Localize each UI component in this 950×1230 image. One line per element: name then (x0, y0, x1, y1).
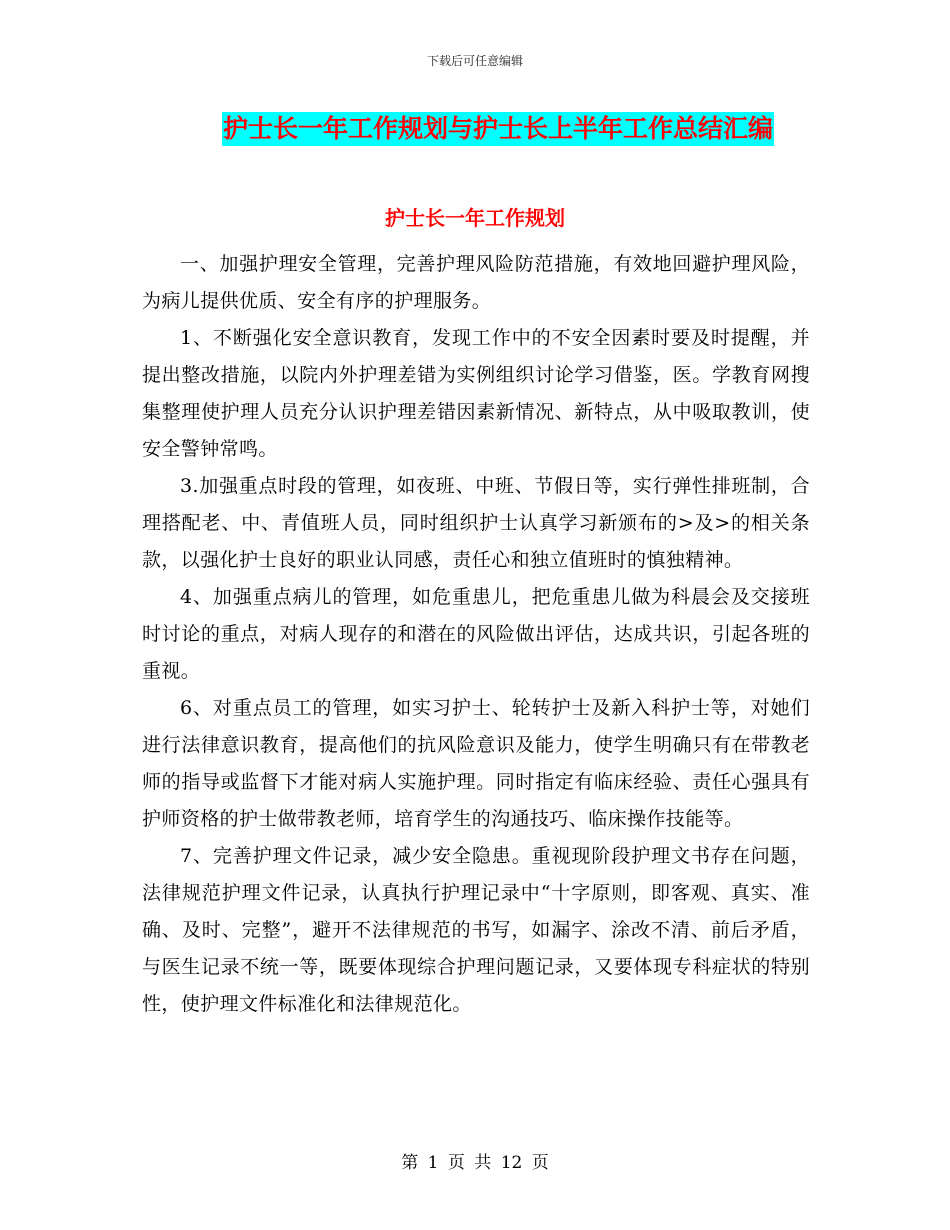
paragraph-2: 1、不断强化安全意识教育，发现工作中的不安全因素时要及时提醒，并提出整改措施，以院内外护理差错为实例组织讨论学习借鉴，医。学教育网搜集整理使护理人员充分认识护理差错因素新情况、新特点，从中吸取教训，使安全警钟常鸣。 (142, 327, 810, 460)
document-title-container (0, 112, 950, 146)
paragraph-1: 一、加强护理安全管理，完善护理风险防范措施，有效地回避护理风险，为病儿提供优质、安全有序的护理服务。 (142, 253, 810, 312)
paragraph-5: 6、对重点员工的管理，如实习护士、轮转护士及新入科护士等，对她们进行法律意识教育，提高他们的抗风险意识及能力，使学生明确只有在带教老师的指导或监督下才能对病人实施护理。同时指定有临床经验、责任心强具有护师资格的护士做带教老师，培育学生的沟通技巧、临床操作技能等。 (142, 697, 810, 830)
page-footer: 第 1 页 共 12 页 (401, 1153, 549, 1173)
paragraph-4: 4、加强重点病儿的管理，如危重患儿，把危重患儿做为科晨会及交接班时讨论的重点，对病人现存的和潜在的风险做出评估，达成共识，引起各班的重视。 (142, 586, 810, 682)
document-title: 护士长一年工作规划与护士长上半年工作总结汇编 (222, 112, 774, 146)
paragraph-6: 7、完善护理文件记录，减少安全隐患。重视现阶段护理文书存在问题，法律规范护理文件记录，认真执行护理记录中“十字原则，即客观、真实、准确、及时、完整”，避开不法律规范的书写，如漏字、涂改不清、前后矛盾，与医生记录不统一等，既要体现综合护理问题记录，又要体现专科症状的特别性，使护理文件标准化和法律规范化。 (142, 845, 810, 1015)
header-note: 下载后可任意编辑 (426, 54, 523, 68)
body-text (142, 246, 810, 1023)
paragraph-3: 3.加强重点时段的管理，如夜班、中班、节假日等，实行弹性排班制，合理搭配老、中、青值班人员，同时组织护士认真学习新颁布的>及>的相关条款，以强化护士良好的职业认同感，责任心和独立值班时的慎独精神。 (142, 475, 810, 571)
section-title: 护士长一年工作规划 (385, 206, 565, 230)
